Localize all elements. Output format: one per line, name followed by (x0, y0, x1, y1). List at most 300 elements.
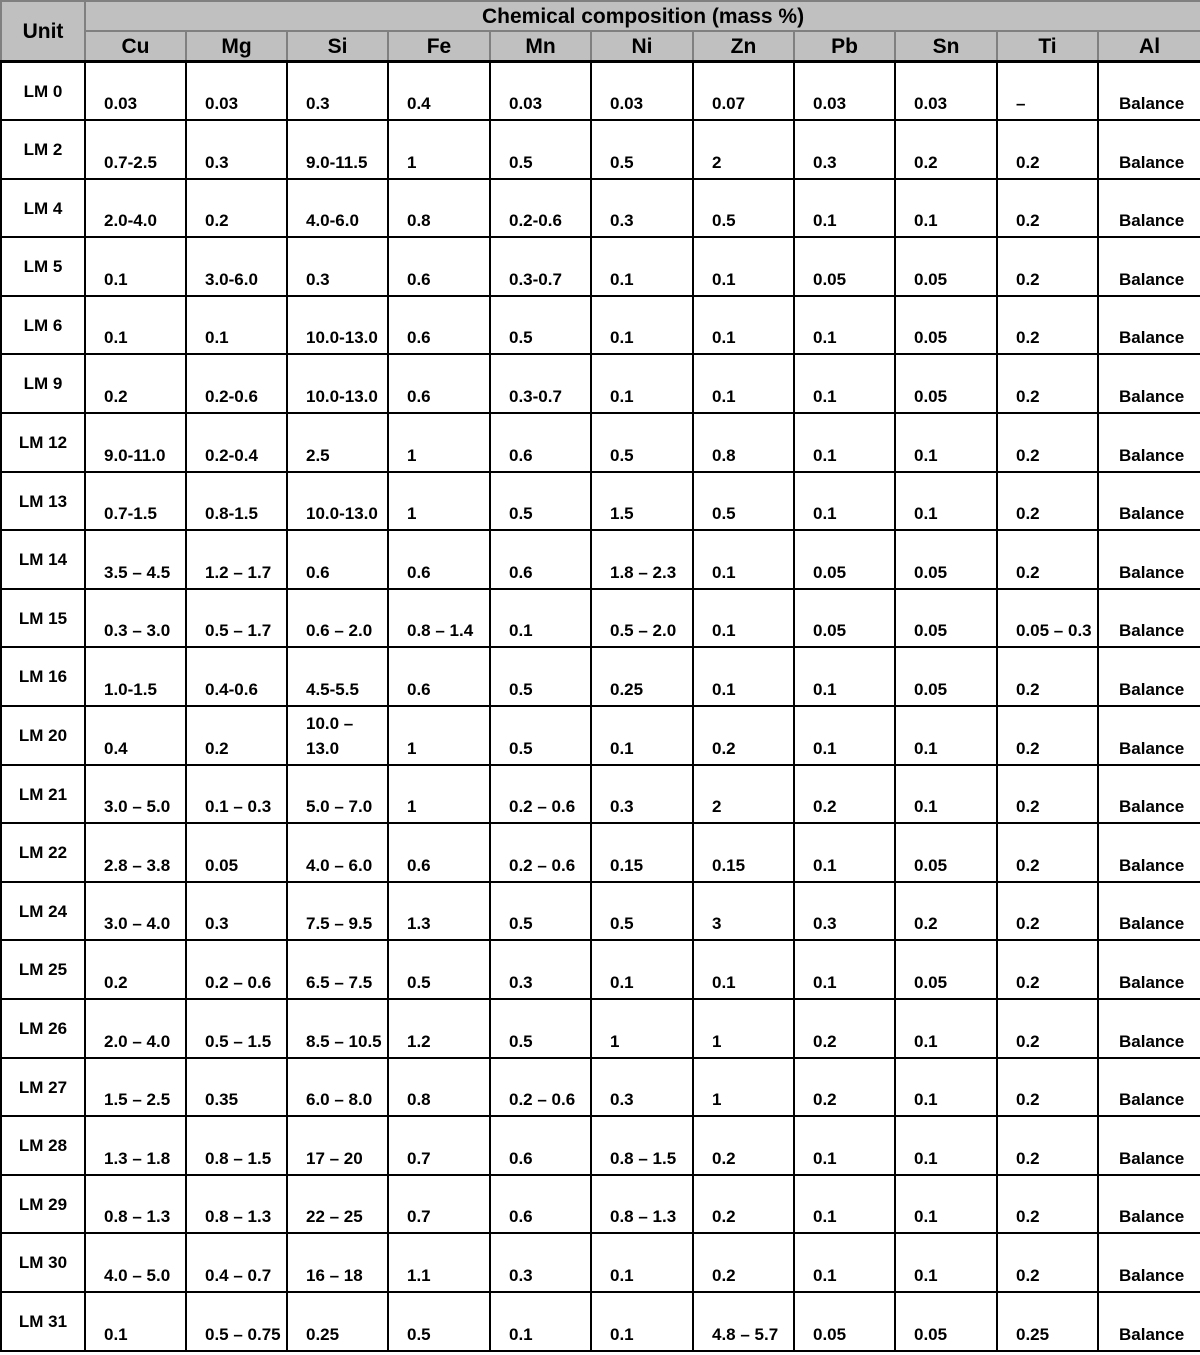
value-cell-mg (186, 120, 287, 179)
value-text: 9.0-11.0 (104, 445, 166, 465)
value-text: 0.8 (712, 445, 736, 465)
value-cell-ti (997, 179, 1098, 238)
value-cell-zn (693, 1292, 794, 1351)
element-header-row (1, 31, 1200, 62)
value-cell-si (287, 1058, 388, 1117)
value-cell-mg (186, 647, 287, 706)
value-text: 0.1 (104, 328, 128, 348)
value-text: 0.8 – 1.3 (205, 1207, 272, 1227)
value-text: 0.05 (914, 328, 948, 348)
value-cell-mg (186, 1233, 287, 1292)
value-text: 0.6 (407, 562, 431, 582)
value-cell-mn (490, 179, 591, 238)
value-cell-sn (895, 1175, 997, 1234)
value-text: 0.1 (914, 211, 938, 231)
value-cell-mg (186, 1175, 287, 1234)
value-cell-mn (490, 882, 591, 941)
value-text: 0.1 (914, 1265, 938, 1285)
value-text: 0.2 (1016, 797, 1040, 817)
value-cell-al (1098, 1292, 1200, 1351)
value-text: 0.1 (712, 973, 736, 992)
element-header-ti: Ti (997, 31, 1098, 62)
value-cell-ti (997, 1058, 1098, 1117)
element-header-zn: Zn (693, 31, 794, 62)
value-cell-pb (794, 706, 895, 765)
value-cell-mg (186, 1058, 287, 1117)
element-header-mn: Mn (490, 31, 591, 62)
value-text: 0.3 (813, 152, 837, 172)
table-row (1, 589, 1200, 648)
value-text: 0.2 (712, 1265, 736, 1285)
value-text: 0.15 (712, 855, 746, 875)
value-text: 10.0-13.0 (306, 504, 378, 524)
table-row (1, 1292, 1200, 1351)
value-text: 0.5 (712, 504, 736, 524)
value-text: 0.7-2.5 (104, 152, 157, 172)
value-cell-fe (388, 1233, 490, 1292)
value-cell-ni (591, 1116, 693, 1175)
value-text: 2.5 (306, 445, 330, 465)
value-text: Balance (1119, 797, 1185, 817)
value-text: 0.8 – 1.3 (104, 1207, 171, 1227)
value-text: 0.3 (610, 797, 634, 817)
value-text: 0.5 (610, 445, 634, 465)
value-text: 0.1 (712, 269, 736, 289)
value-text: 0.7-1.5 (104, 504, 157, 524)
value-text: 0.05 (914, 680, 948, 700)
value-cell-sn (895, 413, 997, 472)
value-text: 0.4 (407, 94, 431, 114)
value-cell-fe (388, 1116, 490, 1175)
value-text: Balance (1119, 855, 1185, 875)
value-cell-pb (794, 472, 895, 531)
value-text: 9.0-11.5 (306, 152, 368, 172)
value-cell-ti (997, 589, 1098, 648)
value-text: 0.35 (205, 1090, 239, 1110)
value-cell-zn (693, 589, 794, 648)
value-cell-sn (895, 530, 997, 589)
value-cell-al (1098, 120, 1200, 179)
value-cell-pb (794, 765, 895, 824)
value-cell-zn (693, 62, 794, 121)
value-text: 1.2 – 1.7 (205, 562, 272, 582)
value-cell-cu (85, 530, 186, 589)
value-text: 0.2 (1016, 1031, 1040, 1051)
value-text: Balance (1119, 973, 1185, 992)
value-text: 0.5 (509, 738, 533, 758)
value-cell-ti (997, 120, 1098, 179)
value-text: 0.25 (1016, 1324, 1050, 1344)
value-text: 4.0-6.0 (306, 211, 359, 231)
value-cell-cu (85, 62, 186, 121)
value-text: 0.1 (914, 1148, 938, 1168)
value-text: 0.5 – 2.0 (610, 621, 677, 641)
value-text: 0.3 (610, 1090, 634, 1110)
value-text: 0.1 (509, 621, 533, 641)
table-row (1, 1175, 1200, 1234)
value-cell-ni (591, 179, 693, 238)
value-cell-mg (186, 940, 287, 999)
value-text: 0.1 (610, 1324, 634, 1344)
value-text: Balance (1119, 621, 1185, 641)
value-cell-mg (186, 179, 287, 238)
value-cell-mg (186, 62, 287, 121)
value-text: 6.5 – 7.5 (306, 973, 373, 992)
value-text: 0.5 (509, 504, 533, 524)
value-text: 2.0-4.0 (104, 211, 157, 231)
value-text: 0.1 (712, 680, 736, 700)
value-text: 0.6 (509, 445, 533, 465)
value-cell-cu (85, 647, 186, 706)
value-cell-si (287, 1292, 388, 1351)
value-text: 3 (712, 914, 722, 934)
value-text: 16 – 18 (306, 1265, 363, 1285)
value-cell-mg (186, 413, 287, 472)
value-text: 0.6 (407, 855, 431, 875)
value-text: 0.1 (813, 973, 837, 992)
unit-cell: LM 4 (1, 179, 85, 238)
table-row (1, 120, 1200, 179)
value-cell-mg (186, 354, 287, 413)
value-cell-ni (591, 413, 693, 472)
value-text: 0.2 (205, 211, 229, 231)
value-cell-pb (794, 647, 895, 706)
value-cell-zn (693, 472, 794, 531)
unit-cell: LM 13 (1, 472, 85, 531)
value-text: 0.05 (813, 621, 847, 641)
value-text: 0.2 (1016, 1207, 1040, 1227)
unit-cell: LM 15 (1, 589, 85, 648)
value-cell-al (1098, 1175, 1200, 1234)
value-text: 0.2 (1016, 387, 1040, 407)
value-cell-pb (794, 179, 895, 238)
value-cell-pb (794, 413, 895, 472)
value-text: 1 (407, 504, 417, 524)
value-text: 1.5 (610, 504, 634, 524)
value-text: 0.5 – 0.75 (205, 1324, 281, 1344)
value-cell-mg (186, 882, 287, 941)
value-cell-sn (895, 354, 997, 413)
value-cell-cu (85, 354, 186, 413)
value-cell-pb (794, 237, 895, 296)
value-text: 1.0-1.5 (104, 680, 157, 700)
value-text: 0.8 (407, 211, 431, 231)
value-cell-fe (388, 179, 490, 238)
value-cell-zn (693, 706, 794, 765)
table-body (1, 62, 1200, 1351)
value-cell-ti (997, 237, 1098, 296)
value-cell-zn (693, 1233, 794, 1292)
value-cell-mn (490, 706, 591, 765)
value-cell-mg (186, 472, 287, 531)
value-text: 0.5 – 1.7 (205, 621, 272, 641)
element-header-fe: Fe (388, 31, 490, 62)
value-text: 0.3 (509, 1265, 533, 1285)
value-cell-fe (388, 530, 490, 589)
value-text: 0.6 (407, 269, 431, 289)
value-cell-sn (895, 647, 997, 706)
value-cell-al (1098, 237, 1200, 296)
value-text: 2 (712, 152, 722, 172)
value-cell-zn (693, 354, 794, 413)
table-row (1, 999, 1200, 1058)
value-text: 0.2 (1016, 445, 1040, 465)
table-row (1, 1116, 1200, 1175)
unit-cell: LM 24 (1, 882, 85, 941)
value-text: 0.8 – 1.5 (205, 1148, 272, 1168)
value-cell-fe (388, 999, 490, 1058)
value-cell-al (1098, 179, 1200, 238)
value-text: 0.3 (205, 152, 229, 172)
value-text: Balance (1119, 1148, 1185, 1168)
value-cell-si (287, 296, 388, 355)
value-text: 0.2 (914, 152, 938, 172)
value-cell-cu (85, 1175, 186, 1234)
value-cell-ti (997, 1233, 1098, 1292)
value-cell-mg (186, 823, 287, 882)
value-text: 0.05 – 0.3 (1016, 621, 1092, 641)
value-cell-si (287, 120, 388, 179)
value-cell-cu (85, 1116, 186, 1175)
value-cell-mg (186, 999, 287, 1058)
value-cell-ni (591, 940, 693, 999)
value-text: 0.8 – 1.4 (407, 621, 474, 641)
value-cell-fe (388, 882, 490, 941)
value-text: 0.2 (1016, 211, 1040, 231)
table-row (1, 530, 1200, 589)
value-text: 0.1 (914, 797, 938, 817)
value-cell-al (1098, 1233, 1200, 1292)
value-text: Balance (1119, 387, 1185, 407)
value-cell-si (287, 179, 388, 238)
value-text: Balance (1119, 445, 1185, 465)
value-cell-sn (895, 120, 997, 179)
value-cell-pb (794, 1292, 895, 1351)
value-cell-pb (794, 354, 895, 413)
table-row (1, 706, 1200, 765)
value-text: 1.2 (407, 1031, 431, 1051)
value-text: 2.8 – 3.8 (104, 855, 171, 875)
value-cell-fe (388, 120, 490, 179)
value-text: 7.5 – 9.5 (306, 914, 373, 934)
value-cell-si (287, 62, 388, 121)
value-text: Balance (1119, 211, 1185, 231)
value-cell-pb (794, 589, 895, 648)
table-row (1, 354, 1200, 413)
value-text: 0.03 (104, 94, 138, 114)
value-text: 1.3 – 1.8 (104, 1148, 171, 1168)
value-cell-mn (490, 823, 591, 882)
value-cell-ni (591, 882, 693, 941)
value-text: 0.5 (509, 152, 533, 172)
unit-cell: LM 20 (1, 706, 85, 765)
value-cell-fe (388, 354, 490, 413)
value-cell-mn (490, 765, 591, 824)
value-cell-mn (490, 296, 591, 355)
value-text: 0.1 (610, 973, 634, 992)
value-text: 0.2 – 0.6 (509, 797, 576, 817)
value-cell-al (1098, 940, 1200, 999)
value-text: 10.0-13.0 (306, 328, 378, 348)
value-cell-ti (997, 882, 1098, 941)
table-row (1, 296, 1200, 355)
value-cell-ni (591, 530, 693, 589)
table-row (1, 413, 1200, 472)
value-cell-pb (794, 120, 895, 179)
value-text: 0.4-0.6 (205, 680, 258, 700)
value-cell-zn (693, 1175, 794, 1234)
value-cell-pb (794, 1058, 895, 1117)
value-text: 0.6 (407, 328, 431, 348)
value-text: 0.2 (1016, 1148, 1040, 1168)
value-text: – (1016, 94, 1026, 114)
value-cell-ti (997, 413, 1098, 472)
value-text: 0.5 – 1.5 (205, 1031, 272, 1051)
value-cell-fe (388, 237, 490, 296)
value-text: 0.3 (306, 94, 330, 114)
value-text: 0.1 (610, 387, 634, 407)
value-text: Balance (1119, 269, 1185, 289)
value-text: 0.1 (813, 855, 837, 875)
value-cell-ti (997, 647, 1098, 706)
value-text: 0.5 (712, 211, 736, 231)
value-text: 0.2 – 0.6 (509, 1090, 576, 1110)
value-cell-pb (794, 530, 895, 589)
value-text: 0.2 (813, 1031, 837, 1051)
value-cell-ni (591, 354, 693, 413)
value-cell-ti (997, 1116, 1098, 1175)
value-cell-ni (591, 647, 693, 706)
value-cell-sn (895, 237, 997, 296)
value-text: 0.3 (813, 914, 837, 934)
value-cell-ti (997, 1175, 1098, 1234)
value-text: 0.1 (813, 1207, 837, 1227)
value-text: 0.2 (1016, 1265, 1040, 1285)
value-text: 4.0 – 6.0 (306, 855, 373, 875)
value-text: 4.5-5.5 (306, 680, 359, 700)
value-cell-mg (186, 765, 287, 824)
value-cell-al (1098, 589, 1200, 648)
value-cell-al (1098, 296, 1200, 355)
unit-cell: LM 22 (1, 823, 85, 882)
value-cell-mg (186, 1292, 287, 1351)
value-cell-sn (895, 1116, 997, 1175)
value-cell-fe (388, 296, 490, 355)
composition-group-header: Chemical composition (mass %) (85, 1, 1200, 31)
value-text: 0.05 (813, 1324, 847, 1344)
value-cell-pb (794, 999, 895, 1058)
value-cell-cu (85, 823, 186, 882)
value-cell-al (1098, 413, 1200, 472)
value-cell-ti (997, 765, 1098, 824)
element-header-mg: Mg (186, 31, 287, 62)
table-row (1, 179, 1200, 238)
value-cell-pb (794, 296, 895, 355)
value-text: 0.6 (407, 387, 431, 407)
value-cell-sn (895, 589, 997, 648)
value-text: 3.0-6.0 (205, 269, 258, 289)
value-text: 0.3 – 3.0 (104, 621, 171, 641)
unit-cell: LM 26 (1, 999, 85, 1058)
value-text: 22 – 25 (306, 1207, 363, 1227)
value-text: 0.5 (509, 680, 533, 700)
value-cell-ni (591, 589, 693, 648)
value-cell-cu (85, 179, 186, 238)
value-cell-si (287, 1116, 388, 1175)
value-cell-fe (388, 1058, 490, 1117)
value-text: 0.05 (914, 562, 948, 582)
value-text: 0.4 (104, 738, 128, 758)
value-cell-mn (490, 999, 591, 1058)
value-text: 0.2-0.4 (205, 445, 258, 465)
value-cell-al (1098, 62, 1200, 121)
value-text: 0.5 (509, 328, 533, 348)
value-cell-ti (997, 530, 1098, 589)
unit-cell: LM 27 (1, 1058, 85, 1117)
value-text: 0.6 (306, 562, 330, 582)
value-text: 0.05 (914, 269, 948, 289)
value-text: 0.8 (407, 1090, 431, 1110)
value-cell-sn (895, 472, 997, 531)
value-cell-mg (186, 589, 287, 648)
value-text: 0.1 (104, 269, 128, 289)
value-text: 0.1 (104, 1324, 128, 1344)
unit-cell: LM 2 (1, 120, 85, 179)
value-text: 0.2 (1016, 855, 1040, 875)
value-text: 3.5 – 4.5 (104, 562, 171, 582)
value-cell-cu (85, 120, 186, 179)
unit-cell: LM 25 (1, 940, 85, 999)
value-text: 2.0 – 4.0 (104, 1031, 171, 1051)
value-cell-sn (895, 823, 997, 882)
unit-cell: LM 28 (1, 1116, 85, 1175)
value-text: 0.2 (1016, 738, 1040, 758)
value-text: 0.03 (509, 94, 543, 114)
value-cell-al (1098, 354, 1200, 413)
value-text: 0.5 (509, 914, 533, 934)
value-text: 3.0 – 5.0 (104, 797, 171, 817)
value-cell-zn (693, 999, 794, 1058)
value-cell-cu (85, 296, 186, 355)
value-text: 0.2 (712, 1148, 736, 1168)
value-text: 0.2-0.6 (205, 387, 258, 407)
value-cell-ni (591, 1058, 693, 1117)
value-text: 0.1 (712, 387, 736, 407)
element-header-al: Al (1098, 31, 1200, 62)
value-cell-fe (388, 589, 490, 648)
element-header-ni: Ni (591, 31, 693, 62)
value-cell-sn (895, 179, 997, 238)
value-cell-cu (85, 1233, 186, 1292)
value-cell-si (287, 647, 388, 706)
value-text: 0.07 (712, 94, 746, 114)
value-cell-si (287, 706, 388, 765)
value-cell-zn (693, 120, 794, 179)
value-text: 0.2 (104, 973, 128, 992)
value-cell-mg (186, 706, 287, 765)
value-cell-cu (85, 999, 186, 1058)
value-cell-cu (85, 765, 186, 824)
value-text: 0.1 (813, 211, 837, 231)
value-cell-mn (490, 1233, 591, 1292)
value-text: 0.2 (1016, 328, 1040, 348)
unit-cell: LM 6 (1, 296, 85, 355)
value-text: 0.1 (914, 504, 938, 524)
value-text: Balance (1119, 1324, 1185, 1344)
value-cell-sn (895, 706, 997, 765)
value-cell-fe (388, 647, 490, 706)
value-text: 0.5 (610, 152, 634, 172)
